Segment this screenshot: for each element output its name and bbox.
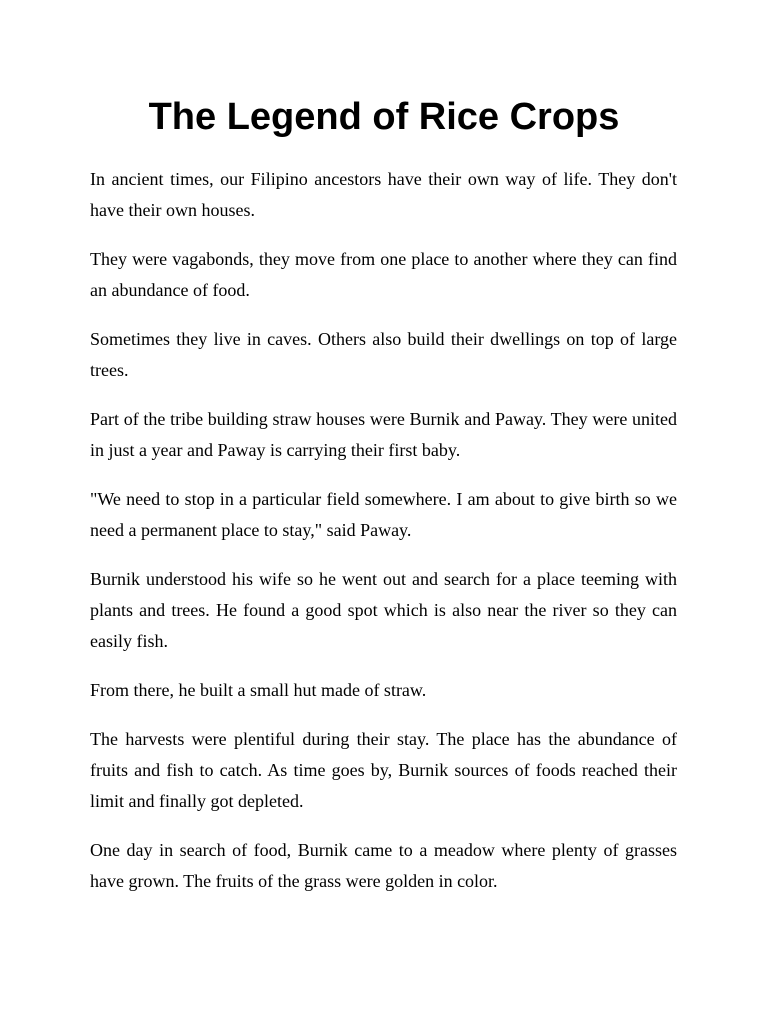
paragraph: Burnik understood his wife so he went out and search for a place teeming with plants and trees. He found a good spot which is also near the river so they can easily fish. [90, 569, 677, 651]
paragraph: They were vagabonds, they move from one place to another where they can find an abundance of food. [90, 249, 677, 300]
paragraph: Part of the tribe building straw houses were Burnik and Paway. They were united in just a year and Paway is carrying their first baby. [90, 409, 677, 460]
paragraph: In ancient times, our Filipino ancestors have their own way of life. They don't have their own houses. [90, 169, 677, 220]
document-title: The Legend of Rice Crops [148, 96, 620, 138]
document-body [90, 164, 677, 915]
paragraph: One day in search of food, Burnik came to a meadow where plenty of grasses have grown. The fruits of the grass were golden in color. [90, 840, 677, 891]
paragraph: From there, he built a small hut made of straw. [90, 680, 427, 700]
paragraph: "We need to stop in a particular field somewhere. I am about to give birth so we need a permanent place to stay," said Paway. [90, 489, 677, 540]
paragraph: The harvests were plentiful during their stay. The place has the abundance of fruits and fish to catch. As time goes by, Burnik sources of foods reached their limit and finally got depleted. [90, 729, 677, 811]
paragraph: Sometimes they live in caves. Others also build their dwellings on top of large trees. [90, 329, 677, 380]
